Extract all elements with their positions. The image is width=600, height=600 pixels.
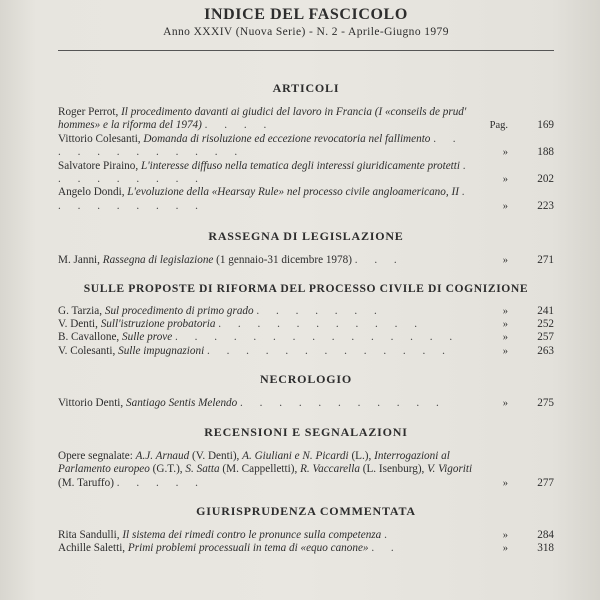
- entry-title: Primi problemi processuali in tema di «equo canone»: [127, 542, 369, 555]
- section-necrologio: [58, 397, 554, 410]
- section-heading-recensioni: RECENSIONI E SEGNALAZIONI: [204, 424, 408, 439]
- page-prefix: »: [502, 398, 508, 410]
- issue-subtitle: Anno XXXIV (Nuova Serie) - N. 2 - Aprile-Giugno 1979: [163, 26, 449, 38]
- page-prefix: »: [502, 529, 508, 541]
- entry-author: M. Janni,: [58, 254, 100, 267]
- page-prefix: »: [502, 345, 508, 357]
- entry-author: V. Colesanti,: [58, 344, 116, 357]
- list-item: M. Janni, Rassegna di legislazione (1 gennaio-31 dicembre 1978) . . . » 271: [58, 254, 554, 267]
- list-item: Roger Perrot, Il procedimento davanti ai giudici del lavoro in Francia (I «conseils de prud' hommes» e la riforma del 1974) . . . . Pag. 169: [58, 106, 554, 132]
- entry-author: V. Denti,: [58, 318, 98, 331]
- section-legislazione: [58, 254, 554, 267]
- entry-extra: (1 gennaio-31 dicembre 1978): [216, 254, 352, 267]
- entry-lead: Opere segnalate:: [58, 449, 133, 462]
- entry-author: Rita Sandulli,: [58, 528, 120, 541]
- section-articoli: [58, 106, 554, 213]
- entry-author: G. Tarzia,: [58, 304, 103, 317]
- entry-author: Vittorio Denti,: [58, 397, 124, 410]
- page-number: 284: [537, 528, 554, 541]
- reviewer: (M. Taruffo): [58, 476, 114, 489]
- list-item: Opere segnalate: A.J. Arnaud (V. Denti), A. Giuliani e N. Picardi (L.), Interrogazioni al Parlamento europeo (G.T.), S. Satta (M. Cappelletti), R. Vaccarella (L. Isenburg), V. Vigoriti (M. Taruffo) . . . . . » 277: [58, 449, 554, 489]
- entry-title: Santiago Sentis Melendo: [126, 397, 238, 410]
- entry-title: L'evoluzione della «Hearsay Rule» nel processo civile angloamericano, II: [127, 186, 459, 199]
- reviewer: (L. Isenburg),: [362, 463, 425, 476]
- page-number: 223: [537, 199, 554, 212]
- list-item: B. Cavallone, Sulle prove . . . . . . . . . . . . . . . » 257: [58, 331, 554, 344]
- page-prefix: »: [502, 332, 508, 344]
- entry-title: Sull'istruzione probatoria: [100, 318, 216, 331]
- list-item: Salvatore Piraino, L'interesse diffuso nella tematica degli interessi giuridicamente protetti . . . . . . . . . » 202: [58, 159, 554, 186]
- entry-author: B. Cavallone,: [58, 331, 120, 344]
- section-heading-necrologio: NECROLOGIO: [259, 372, 352, 387]
- work-author: Interrogazioni al Parlamento europeo: [58, 449, 450, 476]
- work-author: S. Satta: [185, 463, 220, 476]
- page-number: 318: [537, 542, 554, 555]
- entry-title: Domanda di risoluzione ed eccezione revocatoria nel fallimento: [143, 132, 431, 145]
- page-prefix: »: [502, 477, 508, 489]
- page-number: 202: [537, 173, 554, 186]
- page-prefix: »: [502, 319, 508, 331]
- list-item: Vittorio Colesanti, Domanda di risoluzione ed eccezione revocatoria nel fallimento . . . . . . . . . . . . » 188: [58, 132, 554, 159]
- page-title: INDICE DEL FASCICOLO: [204, 6, 408, 23]
- entry-title: Il sistema dei rimedi contro le pronunce sulla competenza: [122, 528, 382, 541]
- page-prefix: »: [502, 200, 508, 212]
- list-item: Angelo Dondi, L'evoluzione della «Hearsay Rule» nel processo civile angloamericano, II . . . . . . . . . » 223: [58, 186, 554, 212]
- list-item: G. Tarzia, Sul procedimento di primo grado . . . . . . . » 241: [58, 304, 554, 317]
- entry-title: Rassegna di legislazione: [102, 254, 214, 267]
- entry-title: Sulle prove: [122, 331, 173, 344]
- entry-title: Sul procedimento di primo grado: [104, 304, 254, 317]
- list-item: Achille Saletti, Primi problemi processuali in tema di «equo canone» . . » 318: [58, 542, 554, 555]
- work-author: R. Vaccarella: [300, 463, 360, 476]
- page-number: 277: [537, 476, 554, 489]
- page-prefix: »: [502, 255, 508, 267]
- reviewer: (G.T.),: [152, 463, 183, 476]
- entry-title: Il procedimento davanti ai giudici del lavoro in Francia (I «conseils de prud' hommes» e la riforma del 1974): [58, 106, 467, 132]
- page-prefix: »: [502, 305, 508, 317]
- header-divider: [58, 50, 554, 51]
- reviewer: (L.),: [351, 449, 372, 462]
- page-number: 271: [537, 254, 554, 267]
- page-number: 252: [537, 318, 554, 331]
- page-prefix: »: [502, 543, 508, 555]
- section-proposte: [58, 305, 554, 359]
- page-number: 241: [537, 304, 554, 317]
- list-item: Rita Sandulli, Il sistema dei rimedi contro le pronunce sulla competenza . » 284: [58, 528, 554, 541]
- entry-author: Vittorio Colesanti,: [58, 132, 141, 145]
- entry-author: Achille Saletti,: [58, 542, 126, 555]
- page-prefix: »: [502, 147, 508, 159]
- work-author: A. Giuliani e N. Picardi: [242, 449, 349, 462]
- page-number: 275: [537, 397, 554, 410]
- reviewer: (V. Denti),: [192, 449, 240, 462]
- page-prefix: Pag.: [489, 120, 508, 132]
- section-heading-legislazione: RASSEGNA DI LEGISLAZIONE: [208, 229, 404, 244]
- page-prefix: »: [502, 174, 508, 186]
- entry-author: Angelo Dondi,: [58, 186, 125, 199]
- page-number: 188: [537, 146, 554, 159]
- list-item: V. Colesanti, Sulle impugnazioni . . . . . . . . . . . . . » 263: [58, 344, 554, 357]
- entry-author: Roger Perrot,: [58, 106, 119, 118]
- page-number: 169: [537, 119, 554, 132]
- section-recensioni: [58, 450, 554, 490]
- section-heading-articoli: ARTICOLI: [272, 81, 340, 95]
- reviewer: (M. Cappelletti),: [222, 463, 298, 476]
- section-heading-proposte: SULLE PROPOSTE DI RIFORMA DEL PROCESSO CIVILE DI COGNIZIONE: [83, 281, 529, 295]
- work-author: V. Vigoriti: [427, 463, 473, 476]
- entry-author: Salvatore Piraino,: [58, 159, 139, 172]
- page-number: 257: [537, 331, 554, 344]
- list-item: Vittorio Denti, Santiago Sentis Melendo . . . . . . . . . . . » 275: [58, 397, 554, 410]
- entry-title: L'interesse diffuso nella tematica degli interessi giuridicamente protetti: [140, 159, 460, 172]
- entry-title: Sulle impugnazioni: [118, 344, 205, 357]
- work-author: A.J. Arnaud: [135, 449, 190, 462]
- section-heading-giurisprudenza: GIURISPRUDENZA COMMENTATA: [196, 503, 416, 518]
- section-giurisprudenza: [58, 529, 554, 556]
- list-item: V. Denti, Sull'istruzione probatoria . . . . . . . . . . . » 252: [58, 318, 554, 331]
- page-number: 263: [537, 344, 554, 357]
